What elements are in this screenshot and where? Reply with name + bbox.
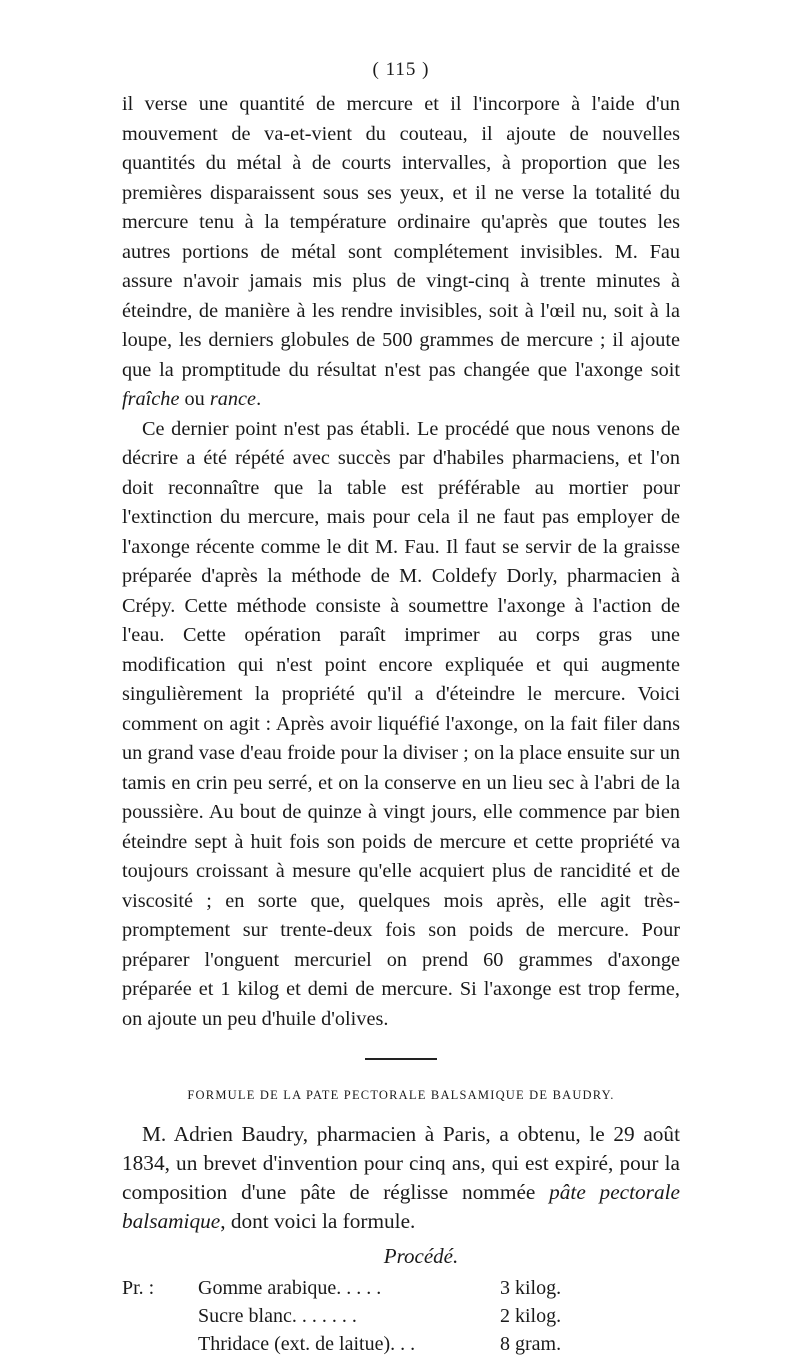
- section-intro-before: M. Adrien Baudry, pharmacien à Paris, a obtenu, le 29 août 1834, un brevet d'invention pour cinq ans, qui est expiré, pour la composition d'une pâte de réglisse nommée: [122, 1122, 680, 1204]
- page: [122, 58, 680, 1358]
- recipe-ingredient: Sucre blanc. . . . . . .: [198, 1305, 357, 1327]
- section-intro-italic: pâte pectorale balsamique: [122, 1180, 680, 1233]
- emphasis-fraiche: fraîche: [122, 388, 180, 410]
- section-intro: [122, 1120, 680, 1236]
- recipe-quantity: 8 gram.: [500, 1333, 562, 1355]
- paragraph-1: [122, 90, 680, 415]
- recipe-list: [122, 1274, 680, 1358]
- procedure-title: Procédé.: [383, 1244, 459, 1268]
- emphasis-ou: ou: [179, 388, 210, 410]
- page-number: ( 115 ): [372, 59, 430, 80]
- recipe-row: [122, 1274, 680, 1302]
- recipe-ingredient: Gomme arabique. . . . .: [198, 1277, 382, 1299]
- section-intro-after: , dont voici la formule.: [220, 1209, 416, 1233]
- recipe-ingredient: Thridace (ext. de laitue). . .: [198, 1333, 416, 1355]
- recipe-row: [122, 1302, 680, 1330]
- emphasis-period: .: [256, 388, 262, 410]
- paragraph-2: Ce dernier point n'est pas établi. Le procédé que nous venons de décrire a été répété avec succès par d'habiles pharmaciens, et l'on doit reconnaître que la table est préférable au mortier pour l'extinction du mercure, mais pour cela il ne faut pas employer de l'axonge récente comme le dit M. Fau. Il faut se servir de la graisse préparée d'après la méthode de M. Coldefy Dorly, pharmacien à Crépy. Cette méthode consiste à soumettre l'axonge à l'action de l'eau. Cette opération paraît imprimer au corps gras une modification qui n'est point encore expliquée et qui augmente singulièrement la propriété qu'il a d'éteindre le mercure. Voici comment on agit : Après avoir liquéfié l'axonge, on la fait filer dans un grand vase d'eau froide pour la diviser ; on la place ensuite sur un tamis en crin peu serré, et on la conserve en un lieu sec à l'abri de la poussière. Au bout de quinze à vingt jours, elle commence par bien éteindre sept à huit fois son poids de mercure et cette propriété va toujours croissant à mesure qu'elle acquiert plus de rancidité et de viscosité ; en sorte que, quelques mois après, elle agit très-promptement sur trente-deux fois son poids de mercure. Pour préparer l'onguent mercuriel on prend 60 grammes d'axonge préparée et 1 kilog et demi de mercure. Si l'axonge est trop ferme, on ajoute un peu d'huile d'olives.: [122, 417, 680, 1030]
- recipe-quantity: 2 kilog.: [500, 1305, 562, 1327]
- section-title: FORMULE DE LA PATE PECTORALE BALSAMIQUE DE BAUDRY.: [187, 1088, 615, 1102]
- paragraph-1-text: il verse une quantité de mercure et il l'incorpore à l'aide d'un mouvement de va-et-vient du couteau, il ajoute de nouvelles quantités du métal à de courts intervalles, à proportion que les premières disparaissent sous ses yeux, et il ne verse la totalité du mercure tenu à la température ordinaire qu'après que toutes les autres portions de métal sont complétement invisibles. M. Fau assure n'avoir jamais mis plus de vingt-cinq à trente minutes à éteindre, de manière à les rendre invisibles, soit à l'œil nu, soit à la loupe, les derniers globules de 500 grammes de mercure ; il ajoute que la promptitude du résultat n'est pas changée que l'axonge soit: [122, 93, 680, 381]
- emphasis-rance: rance: [209, 388, 257, 410]
- section-divider: [365, 1058, 437, 1060]
- recipe-quantity: 3 kilog.: [500, 1277, 562, 1299]
- recipe-row: [122, 1330, 680, 1358]
- recipe-prefix: Pr. :: [122, 1277, 155, 1299]
